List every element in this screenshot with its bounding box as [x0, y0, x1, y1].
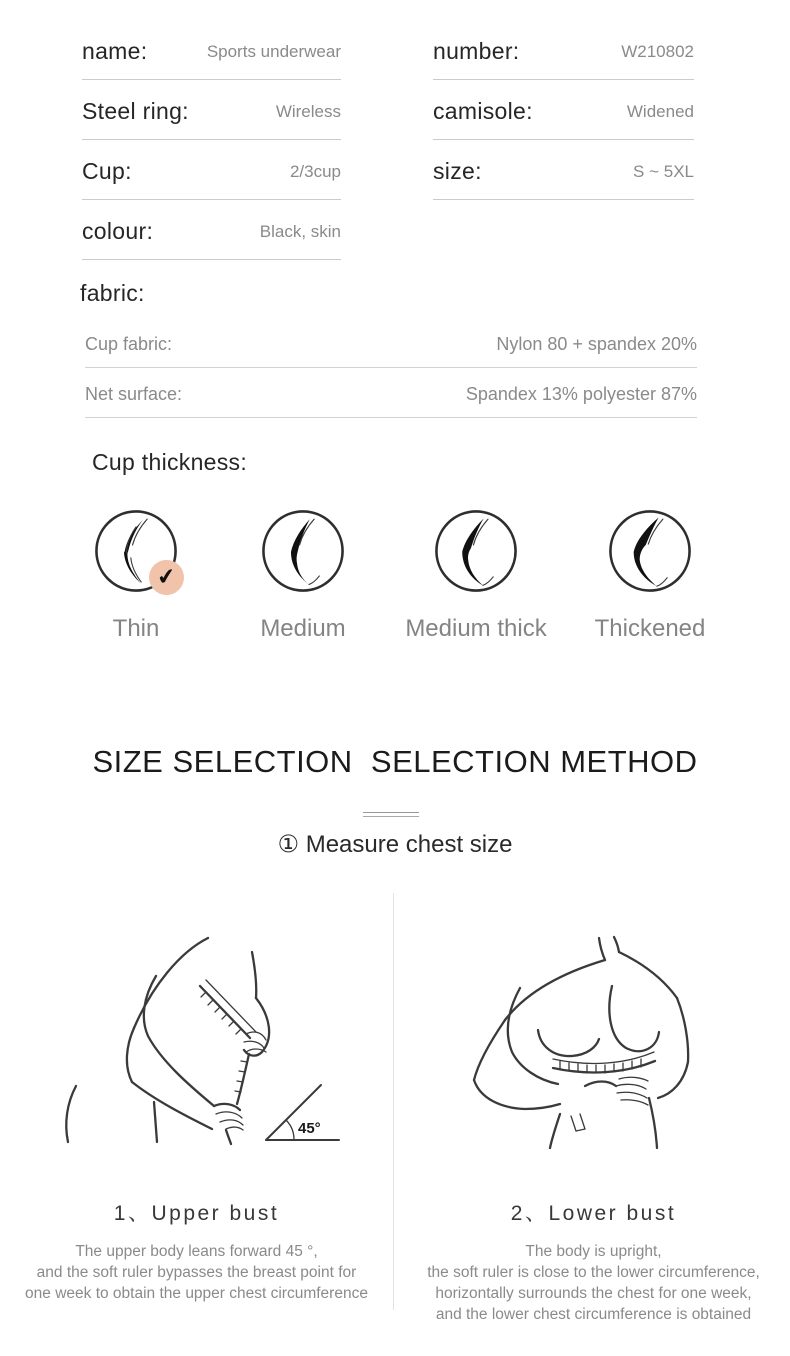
cup-thickness-heading: Cup thickness:	[92, 449, 248, 475]
spec-label-size: size:	[433, 158, 482, 184]
cup-thickness-thin-icon	[93, 508, 179, 594]
spec-value-name: Sports underwear	[206, 41, 341, 61]
lower-bust-desc-line: The body is upright,	[525, 1243, 662, 1260]
spec-label-camisole: camisole:	[433, 98, 533, 124]
spec-row-number	[433, 24, 694, 80]
cup-thickness-option-thickened	[575, 508, 725, 643]
lower-bust-desc-line: and the lower chest circumference is obtained	[435, 1306, 752, 1323]
spec-row-colour	[82, 204, 341, 260]
cup-thickness-medium-thick-icon	[433, 508, 519, 594]
spec-value-size: S ~ 5XL	[633, 161, 694, 181]
lower-bust-desc-line: horizontally surrounds the chest for one week,	[435, 1285, 752, 1302]
upper-bust-description	[0, 1241, 393, 1304]
cup-thickness-label-medium-thick: Medium thick	[405, 615, 547, 642]
size-selection-title: SIZE SELECTION SELECTION METHOD	[92, 744, 698, 779]
spec-row-size	[433, 144, 694, 200]
spec-row-name	[82, 24, 341, 80]
cup-thickness-option-medium	[228, 508, 378, 643]
upper-bust-illustration	[40, 890, 400, 1180]
spec-label-steel-ring: Steel ring:	[82, 98, 189, 124]
spec-row-steel-ring	[82, 84, 341, 140]
cup-thickness-thickened-icon	[607, 508, 693, 594]
fabric-value-net-surface: Spandex 13% polyester 87%	[465, 383, 697, 404]
spec-label-colour: colour:	[82, 218, 154, 244]
upper-bust-desc-line: The upper body leans forward 45 °,	[75, 1243, 318, 1260]
lower-bust-caption: 2、Lower bust	[510, 1202, 677, 1225]
angle-45-icon	[266, 1085, 339, 1140]
fabric-label-cup-fabric: Cup fabric:	[85, 333, 173, 354]
fabric-row-cup-fabric	[85, 321, 697, 368]
spec-row-cup	[82, 144, 341, 200]
spec-label-number: number:	[433, 38, 520, 64]
spec-value-steel-ring: Wireless	[275, 101, 341, 121]
angle-label: 45°	[298, 1120, 321, 1137]
spec-row-camisole	[433, 84, 694, 140]
measure-chest-step-heading: ① Measure chest size	[277, 831, 513, 858]
upper-bust-caption: 1、Upper bust	[113, 1202, 280, 1225]
fabric-row-net-surface	[85, 371, 697, 418]
fabric-label-net-surface: Net surface:	[85, 383, 183, 404]
check-icon: ✔	[155, 563, 178, 592]
spec-value-colour: Black, skin	[259, 221, 341, 241]
cup-thickness-option-thin	[61, 508, 211, 643]
lower-bust-description	[397, 1241, 790, 1325]
cup-thickness-medium-icon	[260, 508, 346, 594]
cup-thickness-label-medium: Medium	[260, 615, 346, 642]
upper-bust-desc-line: and the soft ruler bypasses the breast point for	[36, 1264, 357, 1281]
spec-value-camisole: Widened	[626, 101, 694, 121]
fabric-value-cup-fabric: Nylon 80 + spandex 20%	[496, 333, 697, 354]
cup-thickness-option-medium-thick	[401, 508, 551, 643]
spec-value-cup: 2/3cup	[289, 161, 341, 181]
spec-value-number: W210802	[621, 41, 694, 61]
cup-thickness-label-thickened: Thickened	[594, 615, 706, 642]
cup-thickness-label-thin: Thin	[112, 615, 160, 642]
spec-label-name: name:	[82, 38, 148, 64]
lower-bust-illustration	[400, 890, 760, 1180]
upper-bust-desc-line: one week to obtain the upper chest circumference	[25, 1285, 368, 1302]
title-divider	[363, 812, 419, 817]
fabric-heading: fabric:	[80, 280, 145, 306]
spec-label-cup: Cup:	[82, 158, 132, 184]
lower-bust-desc-line: the soft ruler is close to the lower circumference,	[427, 1264, 760, 1281]
